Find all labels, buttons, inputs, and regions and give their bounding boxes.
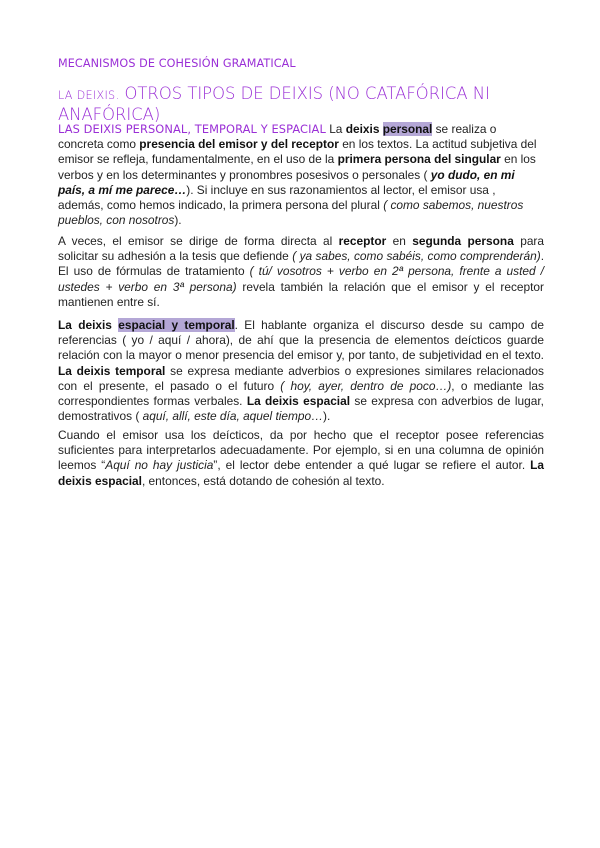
italic-example: ( tú/ vosotros + verbo en 2ª persona, frente a usted / ustedes + verbo en 3ª persona) xyxy=(58,264,544,294)
text-run: revela también la relación que el emisor y el receptor mantienen entre sí. xyxy=(58,279,544,309)
subsection-title: LAS DEIXIS PERSONAL, TEMPORAL Y ESPACIAL xyxy=(58,122,326,136)
text-run: . El hablante organiza el discurso desde su campo de referencias ( yo / aquí / ahora), de ahí que la presencia de elementos deícticos guarde relación con la mayor o menor presencia del emisor y, por tanto, de subjetividad en el texto. xyxy=(58,318,545,363)
document-title: MECANISMOS DE COHESIÓN GRAMATICAL xyxy=(58,57,296,70)
text-run: ). xyxy=(323,409,331,424)
text-run: ). Si incluye en sus razonamientos al lector, el emisor usa , además, como hemos indicado, la primera persona del plural xyxy=(58,182,496,213)
text-run: , entonces, está dotando de cohesión al texto. xyxy=(141,473,385,488)
bold-term: receptor xyxy=(338,234,387,248)
paragraph-segunda-persona xyxy=(58,234,544,310)
bold-term: La deixis espacial xyxy=(58,458,544,488)
bold-term: La deixis temporal xyxy=(58,363,166,378)
text-run: A veces, el emisor se dirige de forma directa al xyxy=(58,234,339,248)
text-run: . El uso de fórmulas de tratamiento xyxy=(58,249,544,279)
italic-example: aquí, allí, este día, aquel tiempo… xyxy=(142,409,324,424)
section-title: OTROS TIPOS DE DEIXIS (NO CATAFÓRICA NI ANAFÓRICA) xyxy=(58,84,490,124)
bold-italic-example: yo dudo, en mi país, a mí me parece… xyxy=(58,167,515,197)
text-run: en xyxy=(386,234,413,248)
text-run: en los verbos y en los determinantes y pronombres posesivos o personales ( xyxy=(58,152,536,182)
text-run: ). xyxy=(174,213,182,228)
text-run: ”, el lector debe entender a qué lugar se refiere el autor. xyxy=(213,458,531,473)
text-run: Cuando el emisor usa los deícticos, da por hecho que el receptor posee referencias suficientes para interpretarlos adecuadamente. Por ejemplo, si en una columna de opinión leemos “ xyxy=(58,428,544,473)
bold-term: segunda persona xyxy=(412,234,514,248)
italic-example: Aquí no hay justicia xyxy=(105,458,214,473)
bold-term: La deixis xyxy=(58,318,119,332)
paragraph-deicticos xyxy=(58,428,544,489)
bold-term: presencia del emisor y del receptor xyxy=(139,137,339,152)
text-run: se realiza o concreta como xyxy=(58,122,497,152)
paragraph-deixis-espacial-temporal xyxy=(58,318,544,424)
text-run: se expresa con adverbios de lugar, demostrativos ( xyxy=(58,394,544,424)
highlighted-term: personal xyxy=(382,122,433,136)
bold-term: deixis xyxy=(345,122,383,136)
text-run: para solicitar su adhesión a la tesis que defiende xyxy=(58,234,544,264)
italic-example: ( ya sabes, como sabéis, como comprenderán) xyxy=(292,249,541,264)
bold-term: La deixis espacial xyxy=(246,394,351,409)
bold-term: primera persona del singular xyxy=(337,152,501,167)
paragraph-deixis-personal xyxy=(58,122,544,228)
text-run: en los textos. La actitud subjetiva del emisor se refleja, fundamentalmente, en el uso de la xyxy=(58,137,537,167)
text-run: se expresa mediante adverbios o expresiones similares relacionados con el presente, el pasado o el futuro xyxy=(58,363,544,393)
section-heading xyxy=(58,84,544,124)
section-prefix: LA DEIXIS. xyxy=(58,89,120,102)
text-run: , o mediante las correspondientes formas verbales. xyxy=(58,378,544,409)
highlighted-term: espacial y temporal xyxy=(118,318,235,332)
italic-example: ( como sabemos, nuestros pueblos, con nosotros xyxy=(58,198,524,228)
italic-example: ( hoy, ayer, dentro de poco…) xyxy=(280,378,452,393)
text-run: La xyxy=(325,122,346,136)
